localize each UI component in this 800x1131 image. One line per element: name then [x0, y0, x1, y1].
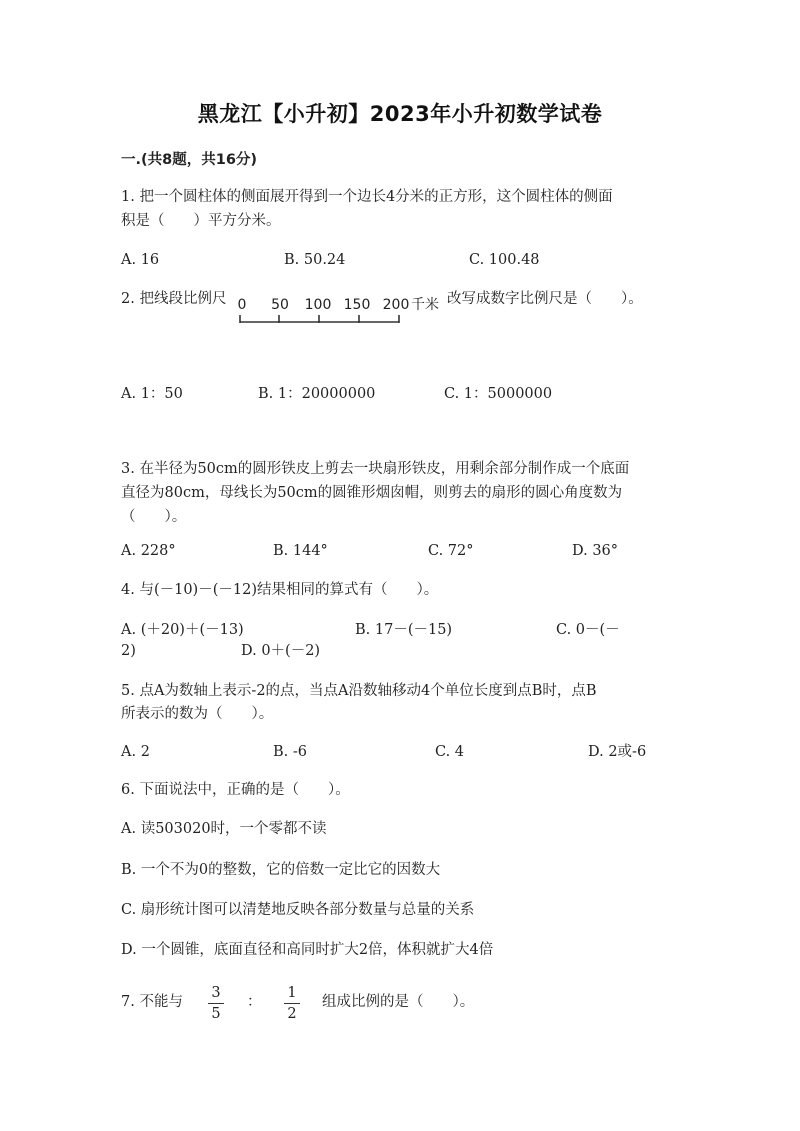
question-4-option-c[interactable]: C. 0－(－ — [556, 622, 620, 638]
question-1-line-2: 积是（ ）平方分米。 — [121, 213, 281, 229]
question-3-option-b[interactable]: B. 144° — [273, 543, 328, 559]
scale-tick-label: 100 — [304, 297, 332, 313]
question-3-option-a[interactable]: A. 228° — [121, 543, 176, 559]
fraction-bar — [284, 1003, 300, 1004]
question-6-option-a[interactable]: A. 读503020时，一个零都不读 — [121, 821, 327, 837]
question-5-option-b[interactable]: B. -6 — [273, 744, 307, 760]
question-4-option-d[interactable]: D. 0＋(－2) — [241, 643, 321, 659]
fraction-one-half — [282, 984, 302, 1023]
question-5-line-1: 5. 点A为数轴上表示-2的点，当点A沿数轴移动4个单位长度到点B时，点B — [121, 683, 597, 699]
question-6-option-c[interactable]: C. 扇形统计图可以清楚地反映各部分数量与总量的关系 — [121, 902, 475, 918]
scale-tick-label: 150 — [343, 297, 371, 313]
scale-tick-label: 50 — [271, 297, 289, 313]
question-4-option-b[interactable]: B. 17－(－15) — [355, 622, 453, 638]
section-heading: 一.(共8题，共16分) — [121, 152, 258, 168]
question-2-option-a[interactable]: A. 1：50 — [121, 386, 183, 402]
question-4-option-c-continued[interactable]: 2) — [121, 643, 136, 659]
question-6-option-b[interactable]: B. 一个不为0的整数，它的倍数一定比它的因数大 — [121, 862, 441, 878]
fraction-numerator: 3 — [211, 985, 221, 1001]
fraction-denominator: 2 — [287, 1006, 297, 1022]
line-scale-figure — [233, 294, 453, 330]
ratio-colon: ： — [247, 994, 262, 1010]
question-2-suffix: 改写成数字比例尺是（ ）。 — [447, 291, 643, 307]
question-2-option-c[interactable]: C. 1：5000000 — [444, 386, 553, 402]
scale-unit-label: 千米 — [411, 297, 439, 313]
fraction-three-fifths — [206, 984, 226, 1023]
question-7-suffix: 组成比例的是（ ）。 — [322, 994, 475, 1010]
question-3-option-c[interactable]: C. 72° — [428, 543, 474, 559]
question-7-prefix: 7. 不能与 — [121, 994, 183, 1010]
scale-tick-label: 200 — [382, 297, 410, 313]
question-5-option-c[interactable]: C. 4 — [435, 744, 465, 760]
question-6-line-1: 6. 下面说法中，正确的是（ ）。 — [121, 782, 350, 798]
question-6-option-d[interactable]: D. 一个圆锥，底面直径和高同时扩大2倍，体积就扩大4倍 — [121, 942, 494, 958]
page-title: 黑龙江【小升初】2023年小升初数学试卷 — [197, 102, 603, 126]
question-1-option-c[interactable]: C. 100.48 — [469, 252, 540, 268]
question-2-prefix: 2. 把线段比例尺 — [121, 291, 227, 307]
question-2-option-b[interactable]: B. 1：20000000 — [258, 386, 376, 402]
question-5-line-2: 所表示的数为（ ）。 — [121, 706, 274, 722]
question-5-option-a[interactable]: A. 2 — [121, 744, 150, 760]
question-4-option-a[interactable]: A. (＋20)＋(－13) — [121, 622, 244, 638]
fraction-bar — [208, 1003, 224, 1004]
scale-bar — [240, 315, 399, 323]
question-3-line-1: 3. 在半径为50cm的圆形铁皮上剪去一块扇形铁皮，用剩余部分制作成一个底面 — [121, 461, 630, 477]
fraction-numerator: 1 — [287, 985, 297, 1001]
question-1-line-1: 1. 把一个圆柱体的侧面展开得到一个边长4分米的正方形，这个圆柱体的侧面 — [121, 189, 613, 205]
scale-tick-label: 0 — [237, 297, 247, 313]
question-4-line-1: 4. 与(－10)－(－12)结果相同的算式有（ ）。 — [121, 582, 439, 598]
question-5-option-d[interactable]: D. 2或-6 — [588, 744, 647, 760]
question-3-line-2: 直径为80cm，母线长为50cm的圆锥形烟囱帽，则剪去的扇形的圆心角度数为 — [121, 485, 623, 501]
question-1-option-b[interactable]: B. 50.24 — [284, 252, 346, 268]
question-3-option-d[interactable]: D. 36° — [572, 543, 619, 559]
question-3-line-3: （ ）。 — [121, 509, 187, 525]
fraction-denominator: 5 — [211, 1006, 221, 1022]
question-1-option-a[interactable]: A. 16 — [121, 252, 160, 268]
